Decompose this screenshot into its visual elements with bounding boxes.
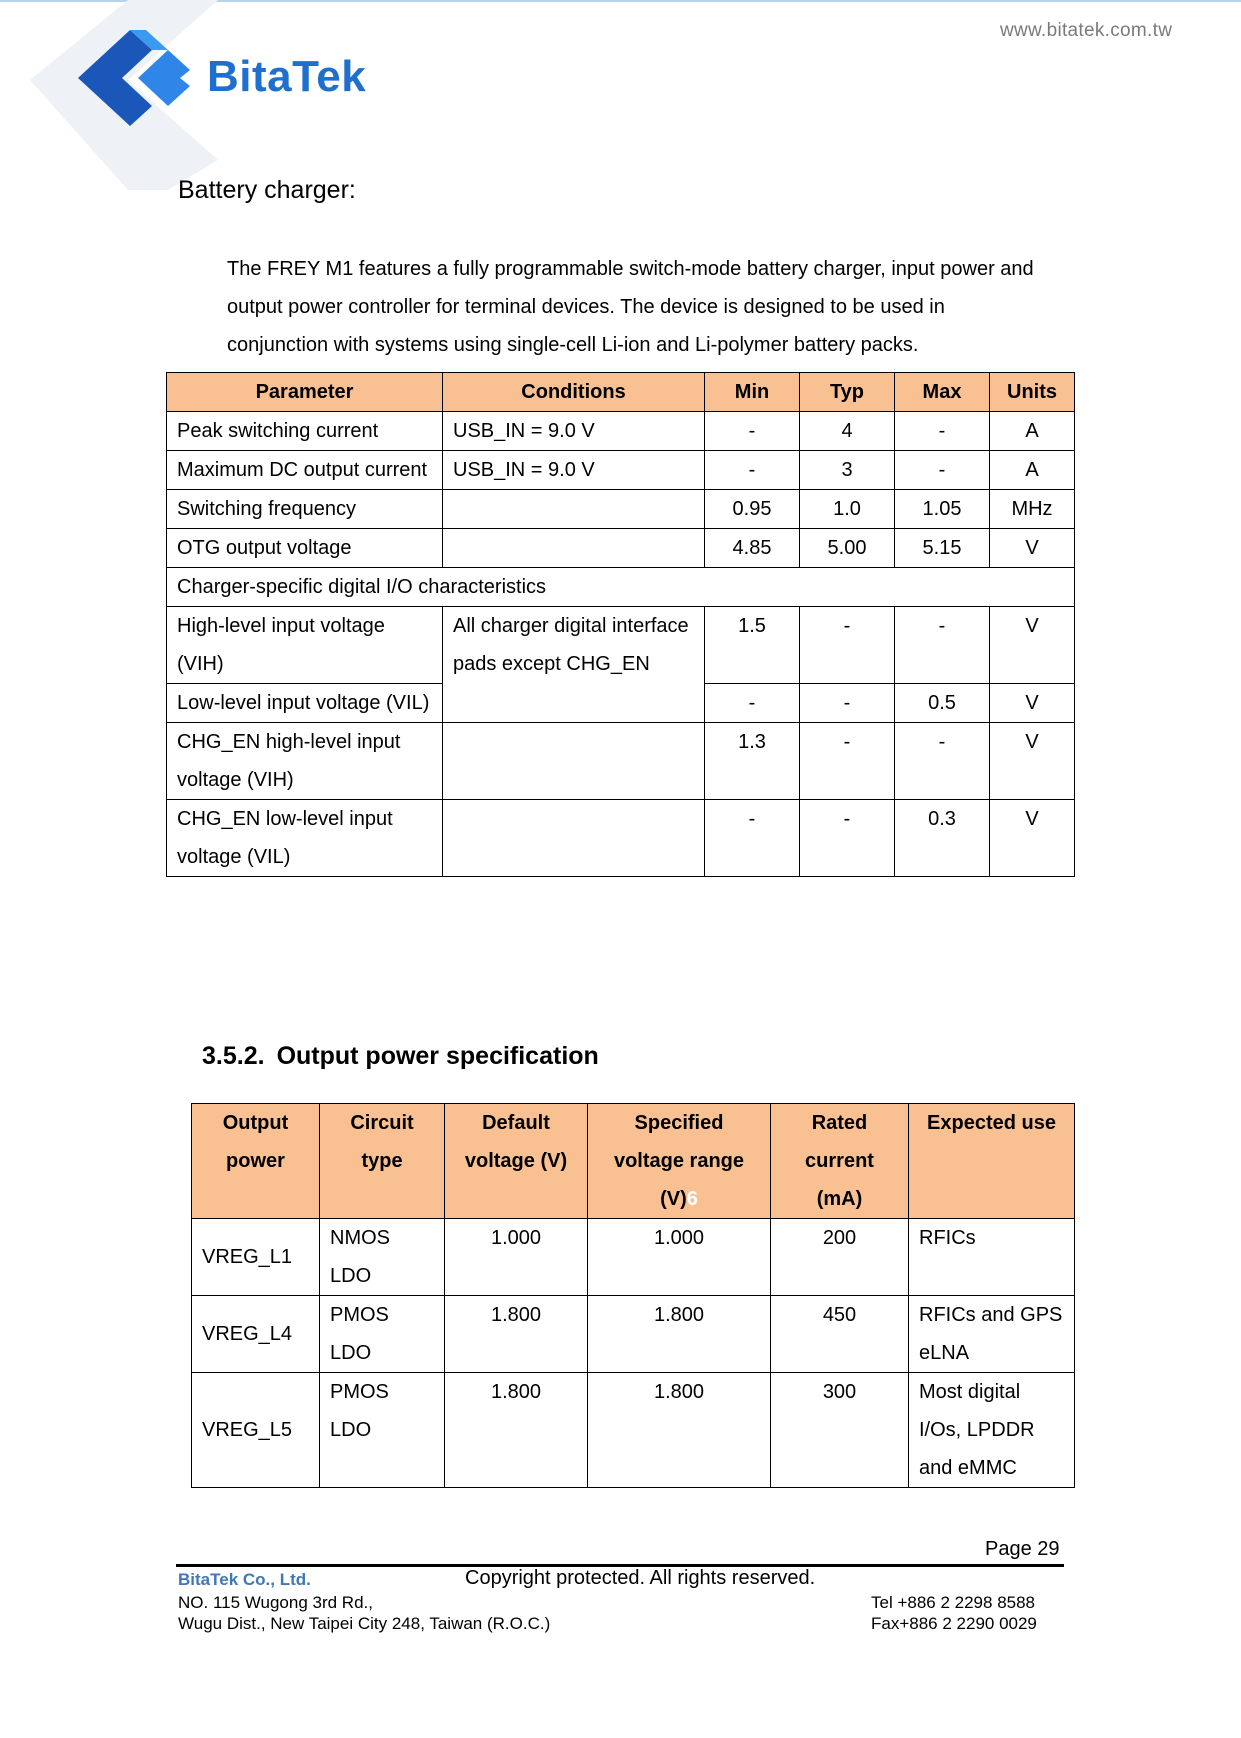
table-row bbox=[167, 529, 1075, 568]
cell-typ: 3 bbox=[800, 451, 895, 490]
table-row bbox=[192, 1296, 1075, 1373]
table-header-row bbox=[192, 1104, 1075, 1219]
cell-typ: 5.00 bbox=[800, 529, 895, 568]
cell-max: - bbox=[895, 723, 990, 800]
table-row bbox=[167, 800, 1075, 877]
cell-min: - bbox=[705, 451, 800, 490]
cell-typ: - bbox=[800, 800, 895, 877]
cell-units: V bbox=[990, 723, 1075, 800]
address-line-2: Wugu Dist., New Taipei City 248, Taiwan (R.O.C.) bbox=[178, 1614, 551, 1633]
cell-conditions: USB_IN = 9.0 V bbox=[443, 412, 705, 451]
column-header: Expected use bbox=[909, 1104, 1075, 1219]
brand-name: BitaTek bbox=[207, 52, 367, 101]
table-row bbox=[167, 723, 1075, 800]
cell-voltage-range: 1.800 bbox=[588, 1373, 771, 1488]
table-header-row bbox=[167, 373, 1075, 412]
intro-line: The FREY M1 features a fully programmable switch-mode battery charger, input power and bbox=[227, 258, 1034, 280]
copyright-notice: Copyright protected. All rights reserved. bbox=[465, 1567, 816, 1589]
cell-expected-use: Most digital I/Os, LPDDR and eMMC bbox=[909, 1373, 1075, 1488]
column-header: Rated current (mA) bbox=[771, 1104, 909, 1219]
cell-circuit: PMOS LDO bbox=[320, 1373, 445, 1488]
cell-conditions bbox=[443, 490, 705, 529]
cell-units: A bbox=[990, 451, 1075, 490]
cell-min: - bbox=[705, 412, 800, 451]
cell-expected-use: RFICs and GPS eLNA bbox=[909, 1296, 1075, 1373]
table-row bbox=[167, 607, 1075, 684]
column-header: Conditions bbox=[443, 373, 705, 412]
column-header: Max bbox=[895, 373, 990, 412]
cell-typ: - bbox=[800, 607, 895, 684]
table-row bbox=[192, 1219, 1075, 1296]
cell-conditions bbox=[443, 723, 705, 800]
cell-conditions bbox=[443, 800, 705, 877]
cell-output: VREG_L5 bbox=[192, 1373, 320, 1488]
page-number: Page 29 bbox=[985, 1538, 1060, 1560]
cell-default-voltage: 1.800 bbox=[445, 1296, 588, 1373]
cell-units: V bbox=[990, 607, 1075, 684]
cell-max: - bbox=[895, 451, 990, 490]
cell-typ: - bbox=[800, 723, 895, 800]
company-name: BitaTek Co., Ltd. bbox=[178, 1570, 311, 1589]
cell-parameter: CHG_EN high-level input voltage (VIH) bbox=[167, 723, 443, 800]
column-header bbox=[588, 1104, 771, 1219]
cell-default-voltage: 1.000 bbox=[445, 1219, 588, 1296]
cell-max: 5.15 bbox=[895, 529, 990, 568]
column-header: Typ bbox=[800, 373, 895, 412]
cell-parameter: Low-level input voltage (VIL) bbox=[167, 684, 443, 723]
cell-parameter: High-level input voltage (VIH) bbox=[167, 607, 443, 684]
cell-max: 0.3 bbox=[895, 800, 990, 877]
group-row bbox=[167, 568, 1075, 607]
column-header: Parameter bbox=[167, 373, 443, 412]
cell-parameter: OTG output voltage bbox=[167, 529, 443, 568]
column-header: Default voltage (V) bbox=[445, 1104, 588, 1219]
cell-units: A bbox=[990, 412, 1075, 451]
subsection-title: Output power specification bbox=[276, 1042, 599, 1070]
cell-min: 1.3 bbox=[705, 723, 800, 800]
cell-units: V bbox=[990, 529, 1075, 568]
cell-min: - bbox=[705, 684, 800, 723]
intro-line: output power controller for terminal devices. The device is designed to be used in bbox=[227, 296, 945, 318]
table-row bbox=[192, 1373, 1075, 1488]
cell-expected-use: RFICs bbox=[909, 1219, 1075, 1296]
column-header: Circuit type bbox=[320, 1104, 445, 1219]
cell-typ: 1.0 bbox=[800, 490, 895, 529]
cell-output: VREG_L4 bbox=[192, 1296, 320, 1373]
cell-min: 1.5 bbox=[705, 607, 800, 684]
group-label: Charger-specific digital I/O characteristics bbox=[167, 568, 1075, 607]
cell-parameter: CHG_EN low-level input voltage (VIL) bbox=[167, 800, 443, 877]
subsection-number: 3.5.2. bbox=[202, 1042, 265, 1070]
cell-units: V bbox=[990, 800, 1075, 877]
intro-paragraph bbox=[227, 250, 1087, 364]
cell-rated-current: 300 bbox=[771, 1373, 909, 1488]
telephone: Tel +886 2 2298 8588 bbox=[871, 1593, 1036, 1612]
cell-typ: 4 bbox=[800, 412, 895, 451]
table-row bbox=[167, 412, 1075, 451]
subsection-heading bbox=[202, 1042, 599, 1071]
cell-output: VREG_L1 bbox=[192, 1219, 320, 1296]
cell-voltage-range: 1.000 bbox=[588, 1219, 771, 1296]
header-text: Specified voltage range (V) bbox=[613, 1112, 745, 1210]
cell-max: - bbox=[895, 412, 990, 451]
table-row bbox=[167, 451, 1075, 490]
cell-units: MHz bbox=[990, 490, 1075, 529]
cell-max: 1.05 bbox=[895, 490, 990, 529]
cell-max: 0.5 bbox=[895, 684, 990, 723]
cell-rated-current: 200 bbox=[771, 1219, 909, 1296]
website-url: www.bitatek.com.tw bbox=[1000, 20, 1173, 41]
cell-min: 4.85 bbox=[705, 529, 800, 568]
cell-parameter: Maximum DC output current bbox=[167, 451, 443, 490]
address-line-1: NO. 115 Wugong 3rd Rd., bbox=[178, 1593, 373, 1612]
table-row bbox=[167, 490, 1075, 529]
output-power-table bbox=[191, 1103, 1075, 1488]
section-label: Battery charger: bbox=[178, 176, 356, 204]
fax: Fax+886 2 2290 0029 bbox=[871, 1614, 1037, 1633]
cell-circuit: PMOS LDO bbox=[320, 1296, 445, 1373]
cell-circuit: NMOS LDO bbox=[320, 1219, 445, 1296]
column-header: Units bbox=[990, 373, 1075, 412]
cell-min: - bbox=[705, 800, 800, 877]
cell-conditions: All charger digital interface pads except CHG_EN bbox=[443, 607, 705, 723]
cell-parameter: Peak switching current bbox=[167, 412, 443, 451]
cell-min: 0.95 bbox=[705, 490, 800, 529]
battery-charger-table bbox=[166, 372, 1075, 877]
cell-rated-current: 450 bbox=[771, 1296, 909, 1373]
footnote-marker: 6 bbox=[686, 1188, 698, 1210]
cell-default-voltage: 1.800 bbox=[445, 1373, 588, 1488]
cell-conditions: USB_IN = 9.0 V bbox=[443, 451, 705, 490]
intro-line: conjunction with systems using single-cell Li-ion and Li-polymer battery packs. bbox=[227, 334, 919, 356]
column-header: Min bbox=[705, 373, 800, 412]
cell-voltage-range: 1.800 bbox=[588, 1296, 771, 1373]
cell-conditions bbox=[443, 529, 705, 568]
cell-max: - bbox=[895, 607, 990, 684]
cell-parameter: Switching frequency bbox=[167, 490, 443, 529]
cell-typ: - bbox=[800, 684, 895, 723]
column-header: Output power bbox=[192, 1104, 320, 1219]
cell-units: V bbox=[990, 684, 1075, 723]
